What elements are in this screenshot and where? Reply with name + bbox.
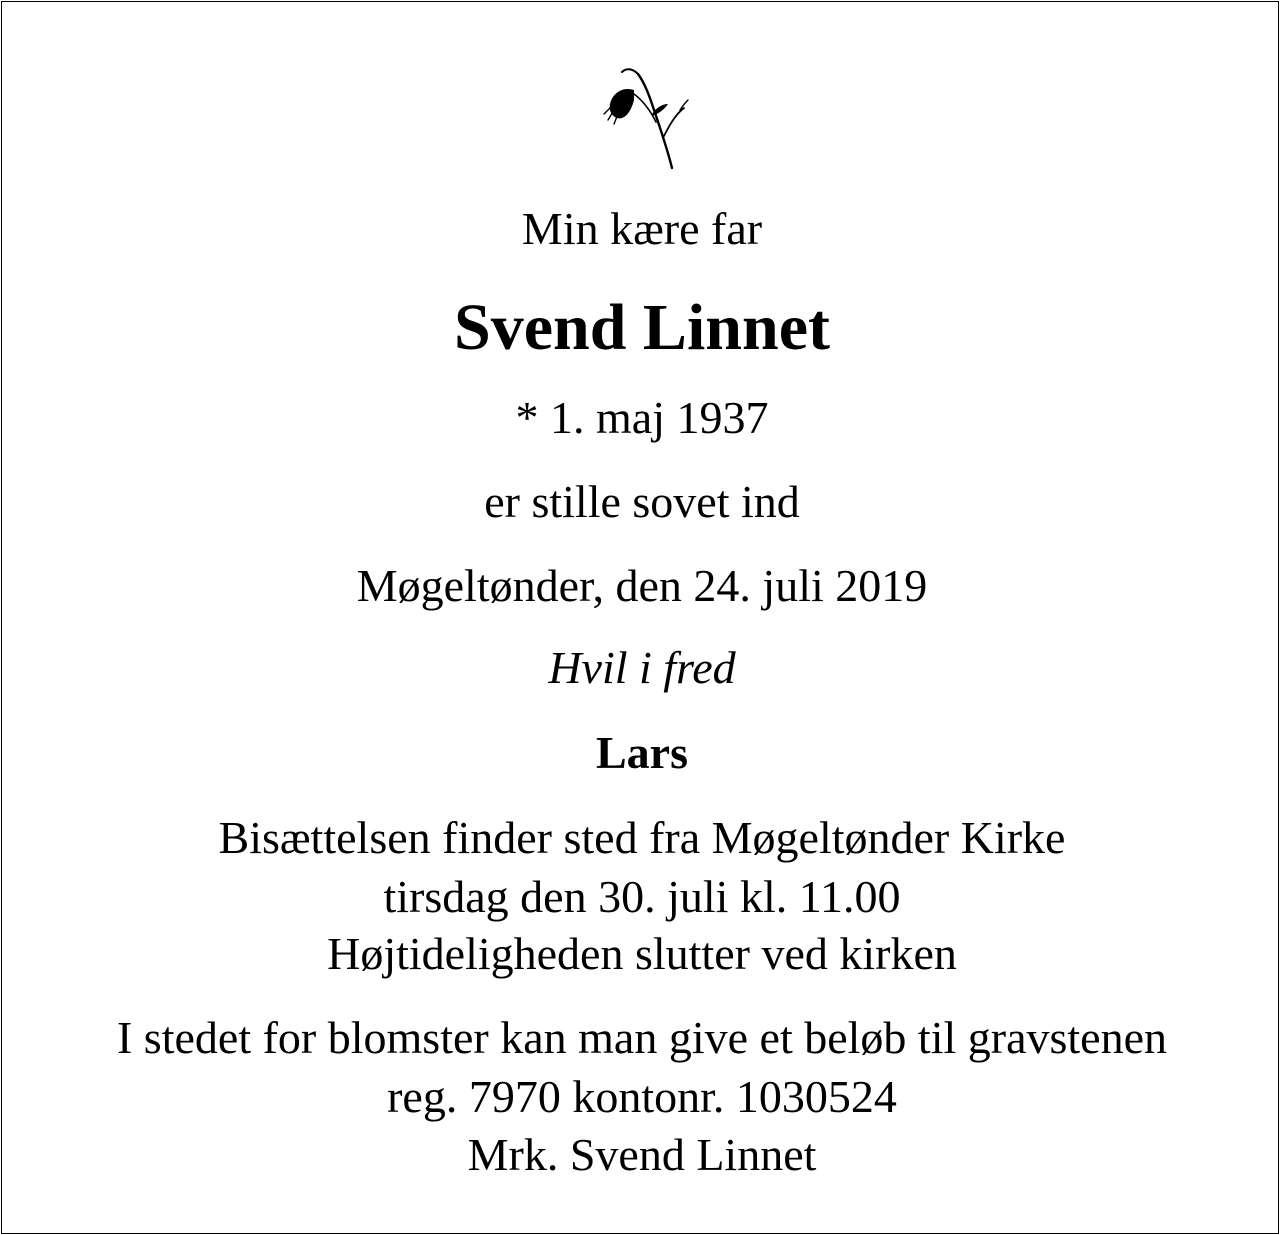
birth-date: * 1. maj 1937 (515, 392, 769, 443)
notice-frame (1, 1, 1279, 1234)
drooping-flower-icon (592, 64, 692, 172)
donation-line: reg. 7970 kontonr. 1030524 (387, 1071, 897, 1122)
passing-text: er stille sovet ind (484, 476, 800, 527)
donation-line: Mrk. Svend Linnet (467, 1129, 817, 1180)
farewell-text: Hvil i fred (548, 642, 736, 693)
place-date: Møgeltønder, den 24. juli 2019 (356, 560, 928, 611)
funeral-line: Højtideligheden slutter ved kirken (327, 928, 957, 979)
funeral-line: Bisættelsen finder sted fra Møgeltønder Kirke (218, 812, 1066, 863)
funeral-line: tirsdag den 30. juli kl. 11.00 (383, 871, 901, 922)
deceased-name: Svend Linnet (454, 291, 830, 364)
donation-line: I stedet for blomster kan man give et beløb til gravstenen (116, 1012, 1168, 1063)
signed-by: Lars (596, 727, 688, 778)
intro-text: Min kære far (521, 203, 763, 254)
